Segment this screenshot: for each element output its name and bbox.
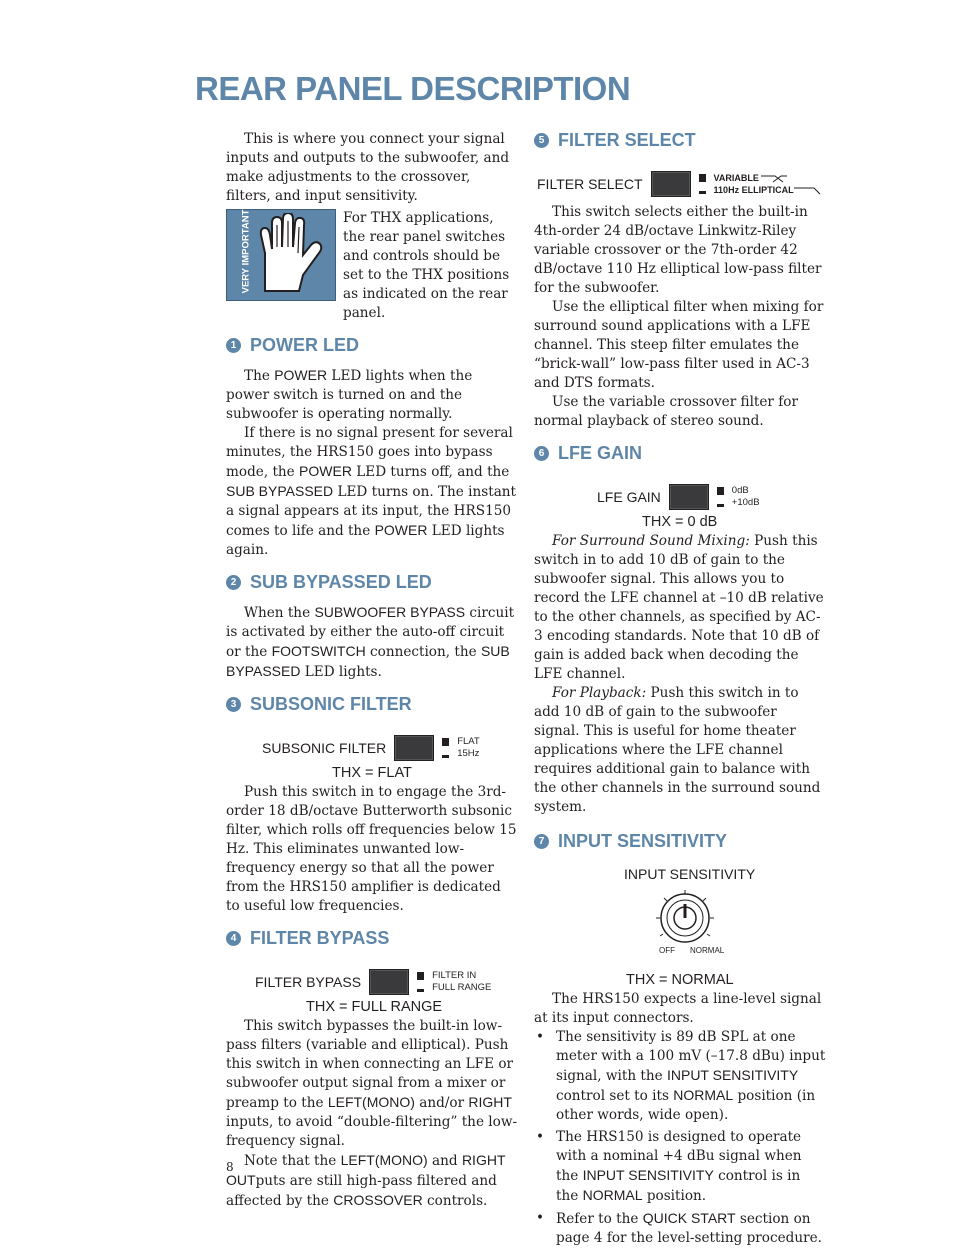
section-5-heading: [534, 130, 826, 151]
switch-options: VARIABLE 110Hz ELLIPTICAL: [699, 172, 822, 196]
filter-select-paragraph-3: Use the variable crossover filter for normal playback of stereo sound.: [534, 394, 798, 429]
filter-select-paragraph-2: Use the elliptical filter when mixing for surround sound applications with a LFE channel. This steep filter emulates the “brick-wall” low-pass filter used in AC-3 and DTS formats.: [534, 299, 824, 391]
switch-label: SUBSONIC FILTER: [262, 740, 387, 756]
sub-bypassed-paragraph: When the SUBWOOFER BYPASS circuit is activated by either the auto-off circuit or the FOOTSWITCH connection, the SUB BYPASSED LED lights.: [226, 604, 515, 680]
list-item: • The sensitivity is 89 dB SPL at one meter with a 100 mV (–17.8 dBu) input signal, with the INPUT SENSITIVITY control set to its NORMAL position (in other words, wide open).: [534, 1028, 826, 1125]
knob-normal-label: NORMAL: [690, 946, 725, 955]
list-item: • The HRS150 is designed to operate with a nominal +4 dBu signal when the INPUT SENSITIVITY control is in the NORMAL position.: [534, 1128, 826, 1206]
page-number: 8: [226, 1160, 234, 1174]
section-number-badge: 3: [226, 697, 241, 712]
section-title: SUB BYPASSED LED: [250, 572, 432, 592]
right-column: [534, 130, 826, 1251]
subsonic-filter-paragraph: Push this switch in to engage the 3rd-order 18 dB/octave Butterworth subsonic filter, which rolls off frequencies below 15 Hz. This eliminates unwanted low-frequency energy so that all the power from the HRS150 amplifier is dedicated to useful low frequencies.: [226, 784, 517, 914]
section-4-heading: [226, 928, 518, 949]
push-switch: [669, 484, 709, 510]
input-sensitivity-bullets: [534, 1028, 826, 1248]
switch-down-icon: [717, 504, 724, 507]
section-title: INPUT SENSITIVITY: [558, 831, 728, 851]
switch-up-icon: [699, 174, 706, 182]
variable-crossover-curve-icon: [759, 173, 789, 183]
filter-bypass-paragraph-2: Note that the LEFT(MONO) and RIGHT OUTputs are still high-pass filtered and affected by the CROSSOVER controls.: [226, 1152, 506, 1209]
section-number-badge: 7: [534, 834, 549, 849]
section-number-badge: 1: [226, 338, 241, 353]
left-column: [226, 130, 518, 1211]
lfe-gain-switch-diagram: [597, 484, 826, 510]
switch-options: FILTER IN FULL RANGE: [417, 970, 491, 994]
push-switch: [651, 171, 691, 197]
very-important-text: For THX applications, the rear panel switches and controls should be set to the THX positions as indicated on the rear panel.: [343, 210, 510, 321]
push-switch: [369, 969, 409, 995]
switch-up-icon: [417, 972, 424, 980]
very-important-label: VERY IMPORTANT: [240, 209, 252, 294]
switch-label: LFE GAIN: [597, 489, 661, 505]
power-led-paragraph-2: If there is no signal present for several minutes, the HRS150 goes into bypass mode, the POWER LED turns off, and the SUB BYPASSED LED turns on. The instant a signal appears at its input, the HRS150 comes to life and the POWER LED lights again.: [226, 425, 517, 558]
lfe-gain-paragraph-2: For Playback: Push this switch in to add 10 dB of gain to the subwoofer signal. This is useful for home theater applications where the LFE channel requires additional gain to balance with the other channels in the surround sound system.: [534, 685, 821, 815]
section-title: LFE GAIN: [558, 443, 642, 463]
switch-label: FILTER BYPASS: [255, 974, 362, 990]
section-2-heading: [226, 572, 518, 593]
thx-setting: THX = FLAT: [332, 765, 412, 781]
switch-up-icon: [442, 738, 449, 746]
switch-label: FILTER SELECT: [537, 176, 643, 192]
very-important-note: [226, 209, 518, 323]
hand-icon: [251, 213, 331, 299]
switch-down-icon: [699, 191, 706, 194]
knob-label: INPUT SENSITIVITY: [624, 866, 756, 882]
switch-down-icon: [442, 755, 449, 758]
input-sensitivity-knob-diagram: [534, 866, 826, 976]
page-title: REAR PANEL DESCRIPTION: [195, 70, 631, 107]
filter-bypass-paragraph-1: This switch bypasses the built-in low-pass filters (variable and elliptical). Push this switch in when connecting an LFE or subwoofer output signal from a mixer or preamp to the LEFT(MONO) and/or RIGHT inputs, to avoid “double-filtering” the low-frequency signal.: [226, 1018, 518, 1149]
input-sensitivity-paragraph: The HRS150 expects a line-level signal at its input connectors.: [534, 991, 822, 1026]
intro-text: This is where you connect your signal inputs and outputs to the subwoofer, and make adjustments to the crossover, filters, and input sensitivity.: [226, 131, 510, 204]
section-number-badge: 4: [226, 931, 241, 946]
section-3-heading: [226, 694, 518, 715]
switch-up-icon: [717, 487, 724, 495]
switch-down-icon: [417, 989, 424, 992]
knob-icon: [652, 888, 718, 944]
thx-setting: THX = FULL RANGE: [306, 999, 443, 1015]
switch-options: 0dB +10dB: [717, 485, 760, 509]
list-item: • Refer to the QUICK START section on page 4 for the level-setting procedure.: [534, 1209, 826, 1248]
knob-off-label: OFF: [659, 946, 675, 955]
section-title: FILTER SELECT: [558, 130, 696, 150]
thx-setting: THX = 0 dB: [642, 514, 718, 530]
very-important-box: [226, 209, 336, 301]
section-number-badge: 5: [534, 133, 549, 148]
push-switch: [394, 735, 434, 761]
thx-setting: THX = NORMAL: [626, 972, 734, 988]
power-led-paragraph-1: The POWER LED lights when the power switch is turned on and the subwoofer is operating normally.: [226, 367, 473, 422]
section-title: FILTER BYPASS: [250, 928, 390, 948]
section-number-badge: 2: [226, 575, 241, 590]
section-7-heading: [534, 831, 826, 852]
filter-select-switch-diagram: [537, 171, 826, 197]
filter-select-paragraph-1: This switch selects either the built-in 4th-order 24 dB/octave Linkwitz-Riley variable crossover or the 7th-order 42 dB/octave 110 Hz elliptical low-pass filter for the subwoofer.: [534, 204, 822, 296]
section-title: SUBSONIC FILTER: [250, 694, 412, 714]
lfe-gain-paragraph-1: For Surround Sound Mixing: Push this switch in to add 10 dB of gain to the subwoofer signal. This allows you to record the LFE channel at –10 dB relative to the other channels, as specified by AC-3 encoding standards. Note that 10 dB of gain is added back when decoding the LFE channel.: [534, 533, 824, 682]
subsonic-filter-switch-diagram: [262, 735, 518, 761]
section-6-heading: [534, 443, 826, 464]
section-number-badge: 6: [534, 446, 549, 461]
elliptical-filter-curve-icon: [794, 185, 822, 195]
filter-bypass-switch-diagram: [255, 969, 518, 995]
section-1-heading: [226, 335, 518, 356]
section-title: POWER LED: [250, 335, 360, 355]
switch-options: FLAT 15Hz: [442, 736, 480, 760]
